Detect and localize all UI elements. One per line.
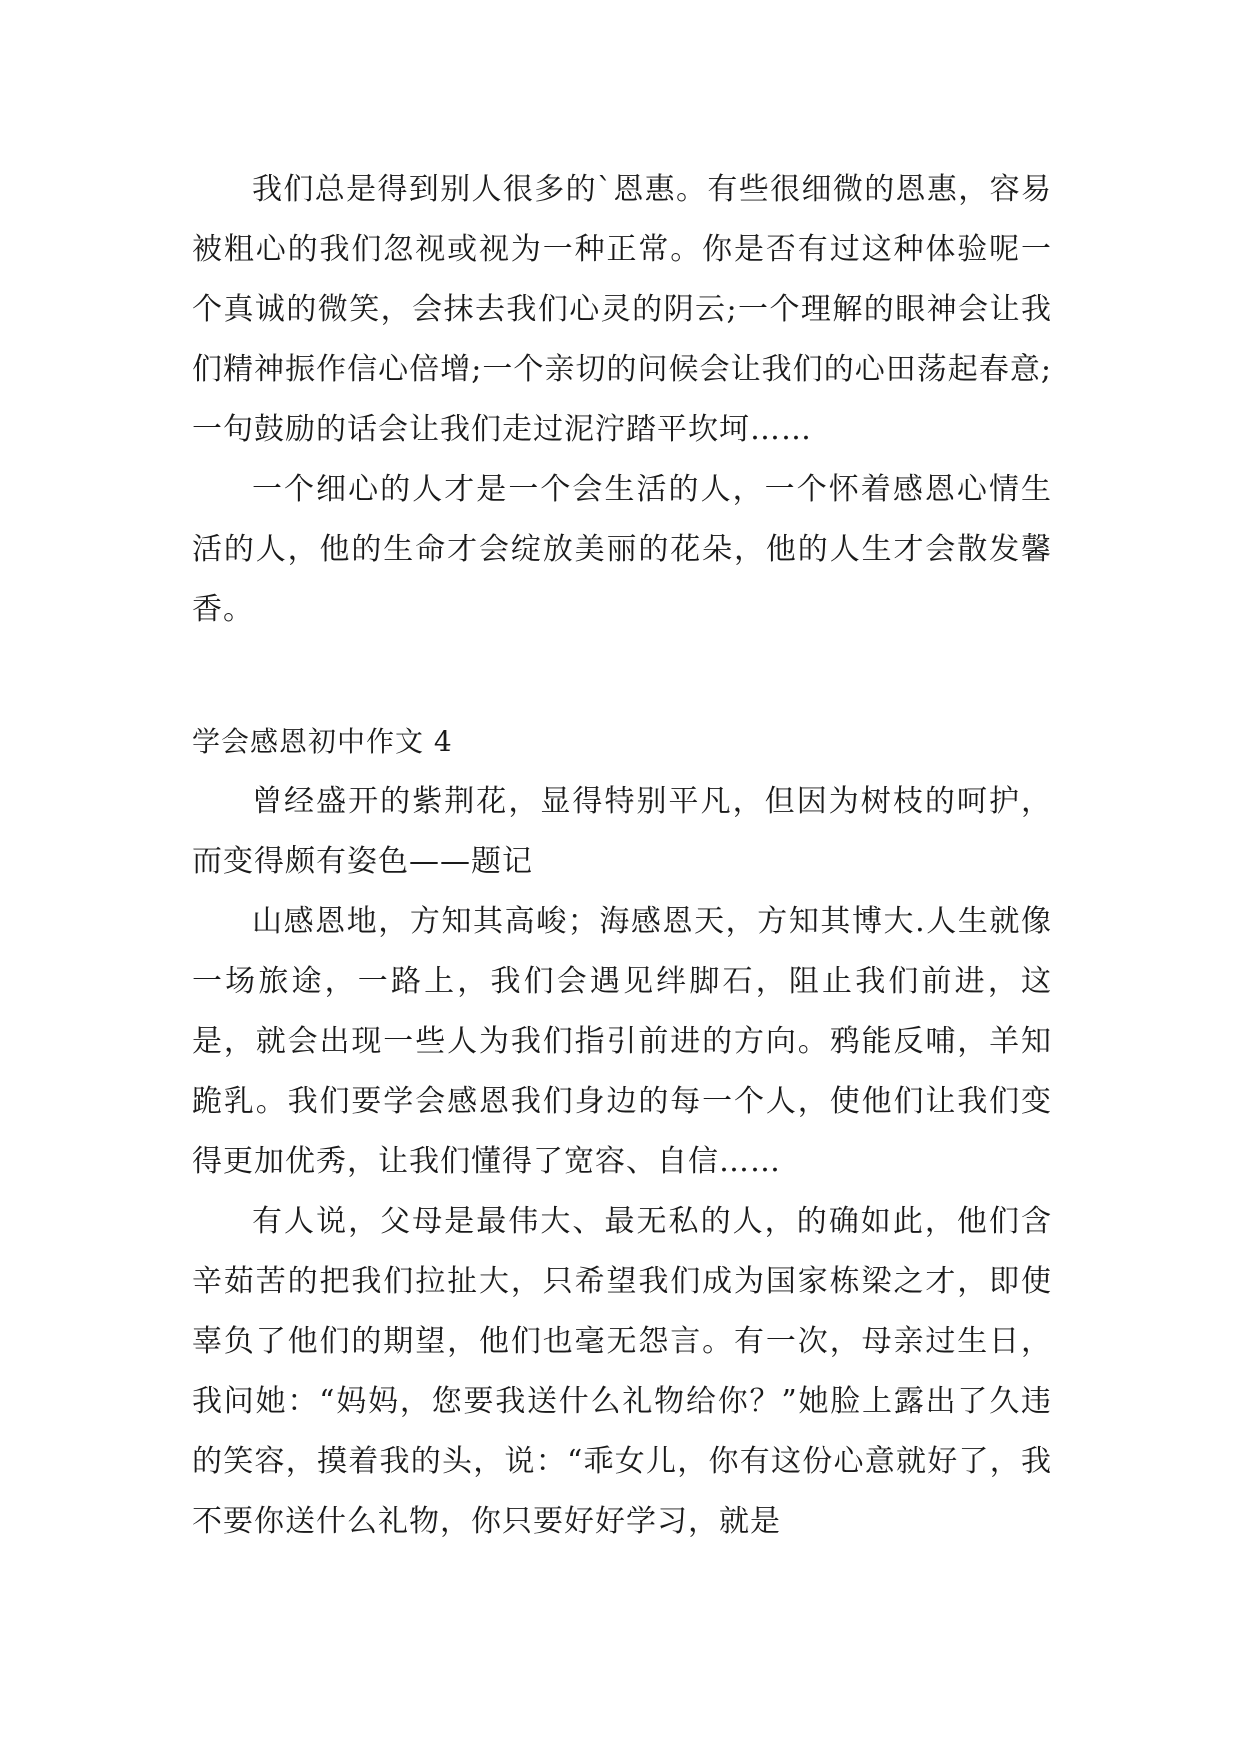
- document-body: [192, 160, 1052, 1552]
- intro-paragraph-2: 一个细心的人才是一个会生活的人，一个怀着感恩心情生活的人，他的生命才会绽放美丽的花朵，他的人生才会散发馨香。: [192, 472, 1052, 627]
- section-4-title: 学会感恩初中作文 4: [192, 725, 453, 758]
- section-4-paragraph-1: 曾经盛开的紫荆花，显得特别平凡，但因为树枝的呵护，而变得颇有姿色——题记: [192, 784, 1052, 879]
- intro-paragraph-1: 我们总是得到别人很多的`恩惠。有些很细微的恩惠，容易被粗心的我们忽视或视为一种正常。你是否有过这种体验呢一个真诚的微笑，会抹去我们心灵的阴云;一个理解的眼神会让我们精神振作信心倍增;一个亲切的问候会让我们的心田荡起春意;一句鼓励的话会让我们走过泥泞踏平坎坷……: [192, 172, 1052, 447]
- section-4-paragraph-2: 山感恩地，方知其高峻；海感恩天，方知其博大.人生就像一场旅途，一路上，我们会遇见绊脚石，阻止我们前进，这是，就会出现一些人为我们指引前进的方向。鸦能反哺，羊知跪乳。我们要学会感恩我们身边的每一个人，使他们让我们变得更加优秀，让我们懂得了宽容、自信……: [192, 904, 1052, 1179]
- section-4-paragraph-3: 有人说，父母是最伟大、最无私的人，的确如此，他们含辛茹苦的把我们拉扯大，只希望我们成为国家栋梁之才，即使辜负了他们的期望，他们也毫无怨言。有一次，母亲过生日，我问她：“妈妈，您要我送什么礼物给你？”她脸上露出了久违的笑容，摸着我的头，说：“乖女儿，你有这份心意就好了，我不要你送什么礼物，你只要好好学习，就是: [192, 1204, 1052, 1539]
